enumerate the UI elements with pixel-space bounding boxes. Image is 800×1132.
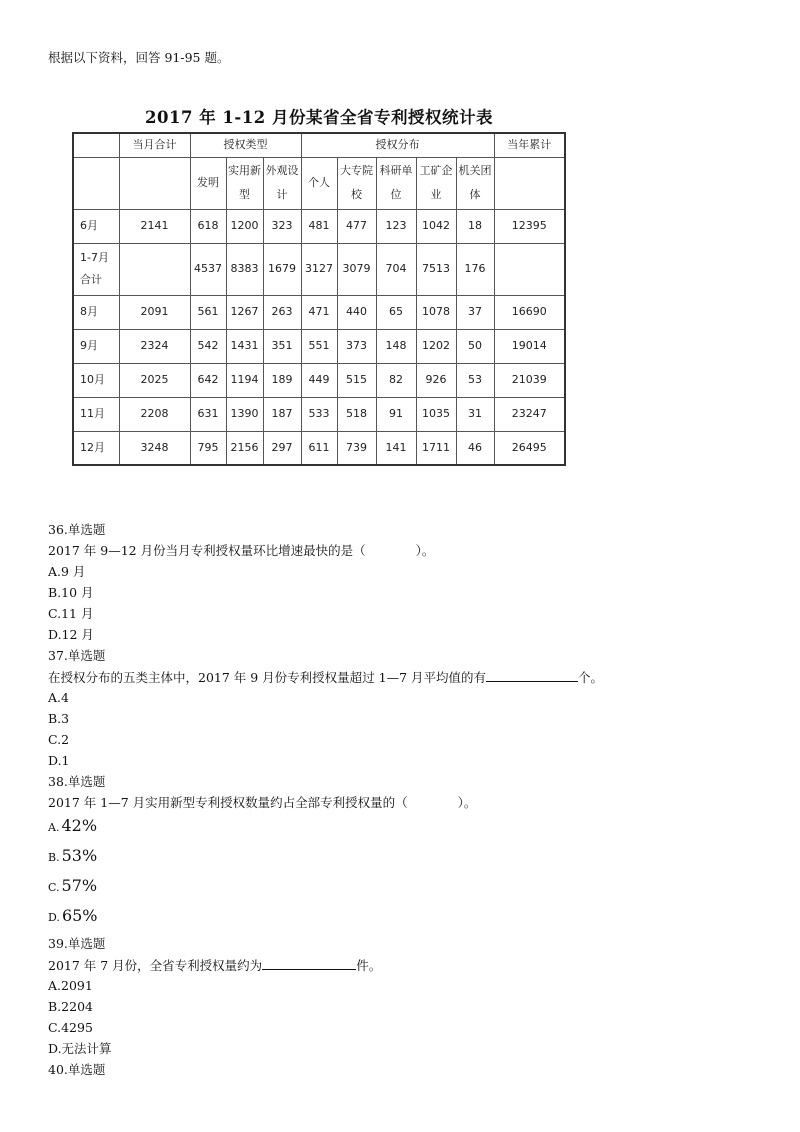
table-cell: 91 <box>376 397 416 431</box>
subheader-cell: 外观设计 <box>263 157 301 209</box>
subheader-cell: 发明 <box>190 157 226 209</box>
answer-blank <box>486 669 578 682</box>
question-39-option[interactable]: A.2091 <box>48 978 93 993</box>
question-37-option[interactable]: A.4 <box>48 690 69 705</box>
table-cell: 1267 <box>226 295 263 329</box>
subheader-row <box>73 157 565 209</box>
question-38-number: 38.单选题 <box>48 774 106 789</box>
table-cell: 3079 <box>337 243 376 295</box>
question-39-text: 2017 年 7 月份，全省专利授权量约为 件。 <box>48 958 382 973</box>
question-36-text: 2017 年 9—12 月份当月专利授权量环比增速最快的是（ ）。 <box>48 543 435 558</box>
table-cell: 1202 <box>416 329 456 363</box>
table-cell: 515 <box>337 363 376 397</box>
question-36-option[interactable]: C.11 月 <box>48 606 94 621</box>
table-row <box>73 397 565 431</box>
table-cell: 1390 <box>226 397 263 431</box>
table-cell: 31 <box>456 397 494 431</box>
question-37-option[interactable]: B.3 <box>48 711 70 726</box>
header-monthly-total: 当月合计 <box>119 133 190 157</box>
table-cell: 1679 <box>263 243 301 295</box>
row-label: 10月 <box>73 363 119 397</box>
table-row <box>73 243 565 295</box>
table-cell: 187 <box>263 397 301 431</box>
table-cell: 704 <box>376 243 416 295</box>
table-cell: 65 <box>376 295 416 329</box>
table-cell: 19014 <box>494 329 565 363</box>
subheader-cell: 大专院校 <box>337 157 376 209</box>
table-cell: 1035 <box>416 397 456 431</box>
table-cell: 373 <box>337 329 376 363</box>
table-cell: 449 <box>301 363 337 397</box>
table-cell: 141 <box>376 431 416 465</box>
row-label: 6月 <box>73 209 119 243</box>
question-37-option[interactable]: C.2 <box>48 732 70 747</box>
subheader-cell: 实用新型 <box>226 157 263 209</box>
table-row <box>73 363 565 397</box>
table-cell: 176 <box>456 243 494 295</box>
table-cell <box>494 243 565 295</box>
question-38-option[interactable]: B. 53% <box>48 846 98 865</box>
header-type: 授权类型 <box>190 133 301 157</box>
table-cell: 471 <box>301 295 337 329</box>
table-cell: 518 <box>337 397 376 431</box>
question-39-option[interactable]: D.无法计算 <box>48 1041 112 1056</box>
table-cell: 3127 <box>301 243 337 295</box>
table-cell: 82 <box>376 363 416 397</box>
table-cell: 440 <box>337 295 376 329</box>
table-cell: 263 <box>263 295 301 329</box>
row-label: 11月 <box>73 397 119 431</box>
question-37-text: 在授权分布的五类主体中，2017 年 9 月份专利授权量超过 1—7 月平均值的有 个。 <box>48 670 604 685</box>
question-36-number: 36.单选题 <box>48 522 106 537</box>
table-row <box>73 431 565 465</box>
table-cell <box>119 243 190 295</box>
subheader-cell: 科研单位 <box>376 157 416 209</box>
table-cell: 26495 <box>494 431 565 465</box>
table-cell: 8383 <box>226 243 263 295</box>
table-cell: 2091 <box>119 295 190 329</box>
table-cell: 618 <box>190 209 226 243</box>
table-cell: 37 <box>456 295 494 329</box>
table-cell: 50 <box>456 329 494 363</box>
subheader-cell: 个人 <box>301 157 337 209</box>
table-cell: 1431 <box>226 329 263 363</box>
question-40-number: 40.单选题 <box>48 1062 106 1077</box>
table-cell: 1078 <box>416 295 456 329</box>
table-cell: 642 <box>190 363 226 397</box>
header-distribution: 授权分布 <box>301 133 494 157</box>
table-cell: 323 <box>263 209 301 243</box>
table-cell: 2156 <box>226 431 263 465</box>
corner-cell <box>73 133 119 157</box>
table-cell: 123 <box>376 209 416 243</box>
intro-text: 根据以下资料，回答 91-95 题。 <box>48 50 230 65</box>
table-cell: 631 <box>190 397 226 431</box>
table-cell: 12395 <box>494 209 565 243</box>
table-cell: 739 <box>337 431 376 465</box>
table-cell: 611 <box>301 431 337 465</box>
table-cell: 542 <box>190 329 226 363</box>
table-cell: 1200 <box>226 209 263 243</box>
question-39-number: 39.单选题 <box>48 936 106 951</box>
table-cell: 2141 <box>119 209 190 243</box>
table-cell: 16690 <box>494 295 565 329</box>
table-cell: 53 <box>456 363 494 397</box>
answer-blank <box>262 957 356 970</box>
table-cell: 477 <box>337 209 376 243</box>
table-body <box>73 209 565 465</box>
table-title: 2017 年 1-12 月份某省全省专利授权统计表 <box>145 108 493 127</box>
question-36-option[interactable]: A.9 月 <box>48 564 86 579</box>
row-label: 9月 <box>73 329 119 363</box>
row-label: 8月 <box>73 295 119 329</box>
table-cell: 533 <box>301 397 337 431</box>
table-cell: 7513 <box>416 243 456 295</box>
table-cell: 1042 <box>416 209 456 243</box>
table-cell: 46 <box>456 431 494 465</box>
question-37-number: 37.单选题 <box>48 648 106 663</box>
table-cell: 2025 <box>119 363 190 397</box>
table-cell: 926 <box>416 363 456 397</box>
question-36-option[interactable]: B.10 月 <box>48 585 94 600</box>
table-cell: 23247 <box>494 397 565 431</box>
table-cell: 4537 <box>190 243 226 295</box>
table-cell: 297 <box>263 431 301 465</box>
subheader-cell: 机关团体 <box>456 157 494 209</box>
question-39-option[interactable]: B.2204 <box>48 999 93 1014</box>
question-38-option[interactable]: C. 57% <box>48 876 98 895</box>
table-cell: 189 <box>263 363 301 397</box>
table-cell: 148 <box>376 329 416 363</box>
table-cell: 551 <box>301 329 337 363</box>
question-38-option[interactable]: A. 42% <box>48 816 98 835</box>
stats-table <box>72 132 566 466</box>
table-cell: 481 <box>301 209 337 243</box>
question-36-option[interactable]: D.12 月 <box>48 627 94 642</box>
row-label: 12月 <box>73 431 119 465</box>
table-cell: 1711 <box>416 431 456 465</box>
table-cell: 561 <box>190 295 226 329</box>
table-cell: 1194 <box>226 363 263 397</box>
table-row <box>73 329 565 363</box>
table-cell: 2208 <box>119 397 190 431</box>
header-cumulative: 当年累计 <box>494 133 565 157</box>
question-38-option[interactable]: D. 65% <box>48 906 98 925</box>
question-38-text: 2017 年 1—7 月实用新型专利授权数量约占全部专利授权量的（ ）。 <box>48 795 477 810</box>
table-row <box>73 209 565 243</box>
subheader-cell: 工矿企业 <box>416 157 456 209</box>
table-cell: 18 <box>456 209 494 243</box>
table-row <box>73 295 565 329</box>
table-cell: 351 <box>263 329 301 363</box>
table-cell: 3248 <box>119 431 190 465</box>
row-label: 1-7月合计 <box>73 243 119 295</box>
table-cell: 21039 <box>494 363 565 397</box>
table-cell: 2324 <box>119 329 190 363</box>
question-37-option[interactable]: D.1 <box>48 753 70 768</box>
table-cell: 795 <box>190 431 226 465</box>
question-39-option[interactable]: C.4295 <box>48 1020 93 1035</box>
